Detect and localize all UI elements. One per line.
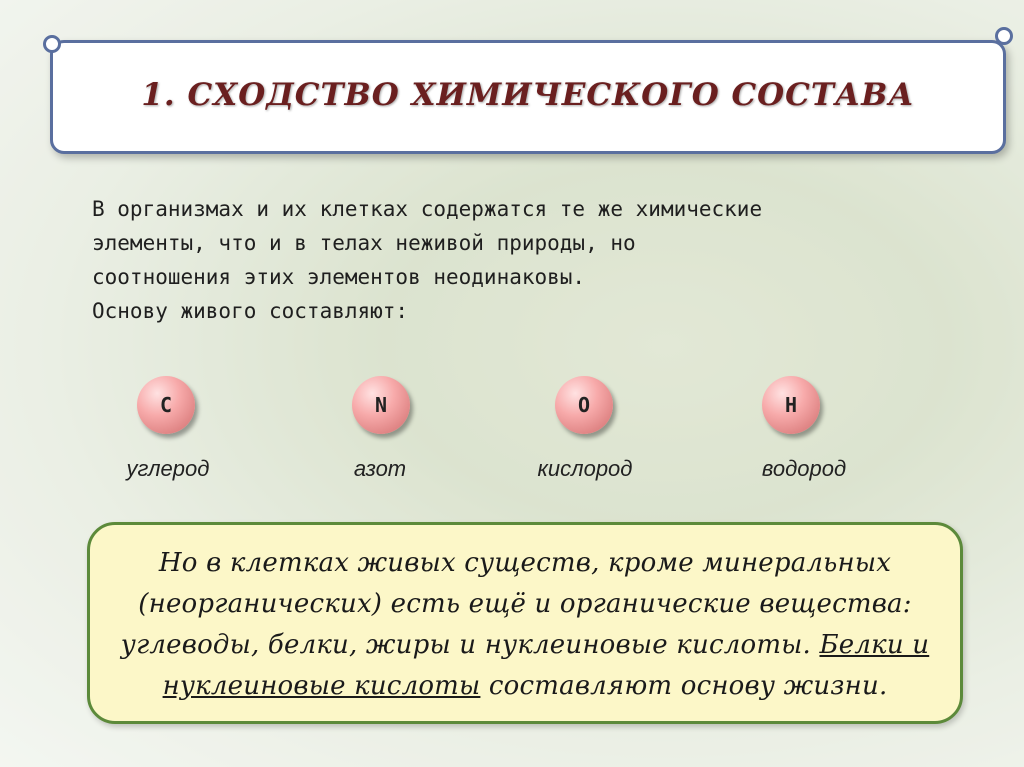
intro-text — [92, 192, 952, 328]
intro-line: В организмах и их клетках содержатся те же химические — [92, 197, 763, 221]
title-banner — [50, 40, 1006, 154]
note-text-part: Но в клетках живых существ, кроме минеральных (неорганических) есть ещё и органические вещества: углеводы, белки, жиры и нуклеиновые кислоты. — [120, 548, 912, 660]
element-label-oxygen: кислород — [537, 456, 633, 481]
note-emphasis: Белки и нуклеиновые кислоты — [162, 630, 930, 701]
element-label-hydrogen: водород — [761, 456, 847, 481]
carbon-atom-icon: C — [137, 376, 195, 434]
note-box — [87, 522, 963, 724]
scroll-curl-icon — [43, 35, 61, 53]
hydrogen-atom-icon: H — [762, 376, 820, 434]
atom-oxygen — [555, 376, 619, 440]
element-label-carbon: углерод — [126, 456, 210, 481]
intro-line: элементы, что и в телах неживой природы, но — [92, 231, 636, 255]
scroll-curl-icon — [995, 27, 1013, 45]
element-label-nitrogen: азот — [353, 456, 407, 481]
page-title: 1. СХОДСТВО ХИМИЧЕСКОГО СОСТАВА — [141, 77, 915, 113]
nitrogen-atom-icon: N — [352, 376, 410, 434]
intro-line: Основу живого составляют: — [92, 299, 409, 323]
atom-carbon — [137, 376, 201, 440]
note-text — [104, 543, 946, 707]
intro-line: соотношения этих элементов неодинаковы. — [92, 265, 586, 289]
atom-nitrogen — [352, 376, 416, 440]
oxygen-atom-icon: O — [555, 376, 613, 434]
atom-hydrogen — [762, 376, 826, 440]
note-text-part: составляют основу жизни. — [480, 671, 888, 701]
